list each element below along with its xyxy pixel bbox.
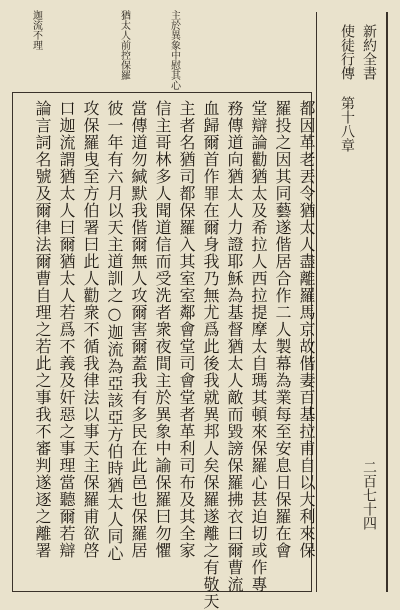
- text-line-1: 都因革老丟令猶太人盡離羅馬京故偕妻百基拉甫自以大利來保: [297, 100, 316, 559]
- text-line-8: 當傳道勿緘默我偕爾無人攻爾害爾蓋我有多民在此邑也保羅居: [129, 100, 148, 559]
- text-line-3: 堂辯論勸猶太及希拉人西拉提摩太自瑪其頓來保羅心甚迫切或作專: [249, 100, 268, 593]
- text-line-2: 羅投之因其同藝遂偕居合作二人製幕為業每至安息日保羅在會: [273, 100, 292, 559]
- margin-note-3: 迦流不理: [30, 10, 42, 50]
- margin-note-2: 猶太人前控保羅: [118, 10, 130, 80]
- text-line-5: 血歸爾首作罪在爾身我乃無尤爲此後我就異邦人矣保羅遂離之有敬天: [201, 100, 220, 610]
- text-line-12: 論言詞名號及爾律法爾曹自理之若此之事我不審判遂逐之離署: [33, 100, 52, 559]
- book-title: 新約全書: [361, 24, 377, 80]
- text-line-7: 信主哥林多人聞道信而受洗者衆夜間主於異象中諭保羅曰勿懼: [153, 100, 172, 559]
- text-line-10: 攻保羅曳至方伯署曰此人勸衆不循我律法以事天主保羅甫欲啓: [81, 100, 100, 559]
- text-line-11: 口迦流謂猶太人曰爾猶太人若爲不義及奸惡之事理當聽爾若辯: [57, 100, 76, 559]
- margin-note-1: 主於異象中慰其心: [168, 10, 180, 90]
- text-line-4: 務傳道向猶太人力證耶穌為基督猶太人敵而毀謗保羅拂衣曰爾曹流: [225, 100, 244, 593]
- page-number: 二百七十四: [361, 460, 377, 530]
- chapter-heading: 使徒行傳 第十八章: [339, 24, 355, 152]
- text-line-9: 彼一年有六月以天主道訓之○迦流為亞該亞方伯時猶太人同心: [105, 100, 124, 562]
- text-line-6: 主者名猶司都保羅入其室室鄰會堂司會堂者革利司布及其全家: [177, 100, 196, 559]
